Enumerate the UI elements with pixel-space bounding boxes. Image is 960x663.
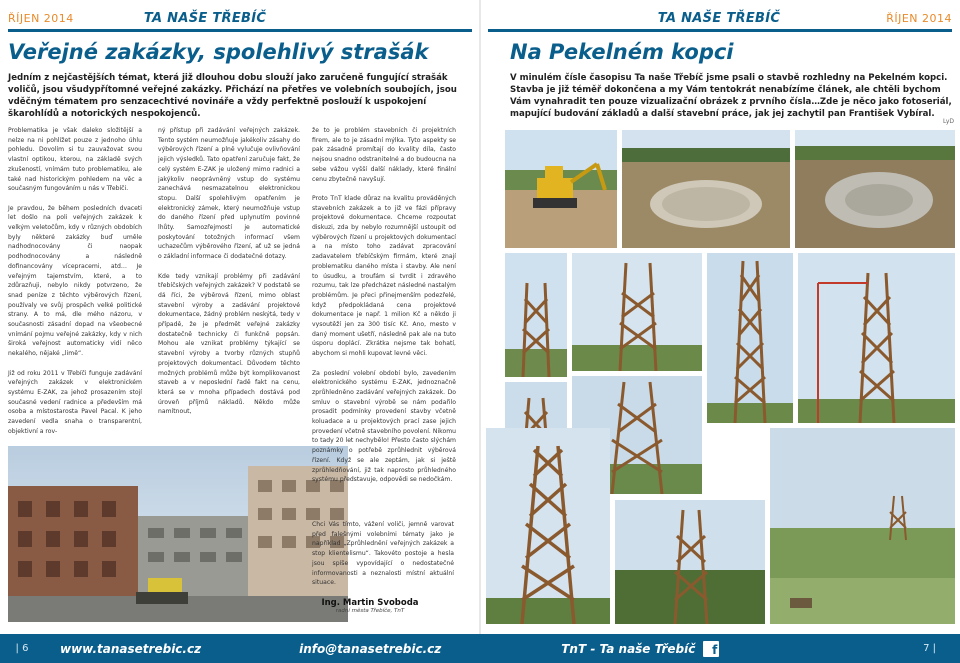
author-initials: LyD: [943, 118, 954, 125]
facebook-icon[interactable]: f: [703, 641, 719, 657]
excavator-photo-image: [505, 130, 617, 248]
paragraph: Za poslední volební období bylo, zavedením elektronického systému E-ZAK, jednoznačně zprůhledněno zadávání veřejných zakázek. Do smluv o stavební výrobě se nám podařilo prosadit podmínky provedení stavby včetně koluadace a u projektových prací zase jejich provedení včetně stavebního povolení. Nikomu to tady 20 let nechybělo! Přesto často slýchám poznámky o potřebě zprůhlednit výběrová řízení. Když se ale zeptám, jak si ještě zprůhledňování, již tak naprosto průhledného systému představuje, odpovědi se nedočkám.: [312, 369, 456, 484]
paragraph: že to je problém stavebních či projektních firem, ale to je zásadní mýlka. Tyto aspekty se pak zásadně promítají do kvality díla, často nejsou snadno odstranitelné a do budoucna na sebe vážou vyšší další náklady, které finální cenu zbytečně navyšují.: [312, 127, 456, 183]
landscape-tower-photo-image: [770, 428, 955, 624]
website-link[interactable]: www.tanasetrebic.cz: [60, 641, 202, 656]
article-lead: Jedním z nejčastějších témat, která již dlouhou dobu slouží jako zaručeně fungující strašák voličů, jsou všudypřítomné veřejné zakázky. Přichází na přetřes ve volebních soubojích, jsou vděčným tématem pro senzacechtivé novináře a vždy perfektně poslouží k uspokojení škarohlídů a notorických nespokojenců.: [8, 73, 457, 119]
landscape-tower-photo: [770, 428, 955, 624]
paragraph: ný přístup při zadávání veřejných zakázek. Tento systém neumožňuje jakékoliv zásahy do výběrových řízení a plně vylučuje ovlivňování jejich výsledků. Tato opatření zaručuje fakt, že celý systém E-ZAK je uložený mimo radnici a jakýkoliv neoprávněný vstup do systému zanechává nesmazatelnou elektronickou stopu. Další spolehlivým opatřením je elektronický zámek, který neumožňuje vstup do daného řízení před uplynutím povinné lhůty. Samozřejmostí je automatické poskytování totožných informací všem uchazečům výběrového řízení, ať už se jedná o základní informace či dodatečné dotazy.: [158, 127, 300, 261]
footer-magazine-name: TnT - Ta naše Třebíč: [561, 641, 696, 656]
issue-date: ŘÍJEN 2014: [886, 12, 952, 25]
tower-tall-photo-image: [707, 253, 793, 423]
excavator-photo: [505, 130, 617, 248]
foundation-aerial-photo: [622, 130, 790, 248]
building-photo: [8, 446, 348, 622]
page-number-right: 7 |: [923, 643, 936, 654]
tower-frame-photo-image: [572, 253, 702, 371]
tower-frame-photo: [572, 253, 702, 371]
right-header: [488, 6, 952, 32]
author-signature: Ing. Martin Svoboda: [321, 598, 419, 608]
article-title: Veřejné zakázky, spolehlivý strašák: [8, 40, 429, 64]
paragraph: Chci Vás tímto, vážení voliči, jemně varovat před falešnými volebními tématy jako je například „Zprůhlednění veřejných zakázek a stop klientelismu“. Takovéto postoje a hesla jsou spíše vypovídající o nedostatečné informovanosti a neznalosti místní aktuální situace.: [312, 521, 454, 587]
article-column-1: [8, 126, 142, 446]
tower-tall-photo: [707, 253, 793, 423]
article-title: Na Pekelném kopci: [510, 40, 734, 64]
tower-forest-photo: [615, 500, 765, 624]
article-column-3: [312, 126, 456, 495]
foundation-slab-photo-image: [795, 130, 955, 248]
tower-full-photo: [486, 428, 610, 624]
tower-forest-photo-image: [615, 500, 765, 624]
left-header: [8, 6, 472, 32]
paragraph: Již od roku 2011 v Třebíči funguje zadávání veřejných zakázek v elektronickém systému E-ZAK, za jehož prosazením stojí současné vedení radnice a především má osoba a místostarosta Pavel Pacal. K jeho zavedení vedla snaha o transparentní, objektivní a rov-: [8, 369, 142, 435]
building-photo-image: [8, 446, 348, 622]
tower-crane-photo: [798, 253, 955, 423]
page-footer: [0, 634, 960, 663]
magazine-name: TA NAŠE TŘEBÍČ: [657, 11, 781, 26]
issue-date: ŘÍJEN 2014: [8, 12, 74, 25]
email-link[interactable]: info@tanasetrebic.cz: [299, 641, 442, 656]
article-column-2: [158, 126, 300, 427]
paragraph: Je pravdou, že během posledních dvaceti let došlo na poli veřejných zakázek k velkým veletočům, kdy v různých obdobích byly některé zakázky buď uměle nadhodnocovány či naopak podhodnocovány a následně dofinancovány vícepracemi, atd… Je veřejným tajemstvím, které, a to zdůrazňuji, nebylo nikdy potvrzeno, že snad peníze z těchto výběrových řízení, používaly ve svůj prospěch velké politické strany. A to má, dle mého názoru, v současnosti zásadní dopad na všeobecné vnímání pojmu veřejné zakázky, kdy v nich široká veřejnost automaticky vidí něco nekalého, nějaké „limě“.: [8, 204, 142, 358]
paragraph: Proto TnT klade důraz na kvalitu prováděných stavebních zakázek a to již ve fázi přípravy projektové dokumentace. Chceme rozpoutat diskuzi, zda by nebylo rozumnější ustoupit od výběrových řízení u projektových dokumentací a na místo toho zadávat zpracování zadavatelem třebíčským firmám, které znají problematiku daného místa i stavby. Ale není to úsudku, a troufám si tvrdit i zdravého rozumu, tak lze předcházet následné nastalým problémům. Je přeci přinejmenším podezřelé, když předpokládaná cena projektové dokumentace je např. 1 milion Kč a někdo ji vysoutěží jen za 300 tisíc Kč. Ano, mesto v daný moment ušetří, následně pak ale na tuto úsporu doplácí. Zkrátka nejsme tak bohatí, abychom si mohli kupovat levné věci.: [312, 194, 456, 358]
paragraph: Kde tedy vznikají problémy při zadávání třebíčských veřejných zakázek? V podstatě se dá říci, že výběrová řízení, mimo oblast stavební výroby a zadávání projektové dokumentace, žádný problém neskýtá, tedy v případě, že je předmět veřejné zakázky dostatečně technicky či funkčně popsán. Mohou ale vznikat problémy týkající se stavební výroby a tvorby různých stupňů projektových dokumentací. Důvodem těchto možných problémů může být komplikovanost staveb a v neposlední řadě fakt na cenu, která se v mnoha případech dostává pod úroveň příjmů nákladů. Někdo může namítnout,: [158, 272, 300, 416]
closing-paragraph: [312, 520, 454, 598]
foundation-slab-photo: [795, 130, 955, 248]
tower-lower-photo-image: [505, 253, 567, 377]
article-lead: V minulém čísle časopisu Ta naše Třebíč jsme psali o stavbě rozhledny na Pekelném kopci. Stavba je již téměř dokončena a my Vám tentokrát nenabízíme článek, ale chtěli bychom Vám vynahradit ten pouze vizualizační obrázek z prvního čísla…Zde je něco jako fotoseriál, mapující budování základů a další stavební práce, jak jej zachytil pan František Vybíral.: [510, 73, 952, 119]
foundation-aerial-photo-image: [622, 130, 790, 248]
tower-full-photo-image: [486, 428, 610, 624]
tower-crane-photo-image: [798, 253, 955, 423]
magazine-name: TA NAŠE TŘEBÍČ: [143, 11, 267, 26]
author-role: radní města Třebíče, TnT: [335, 608, 405, 614]
page-number-left: | 6: [15, 643, 29, 654]
tower-lower-photo: [505, 253, 567, 377]
paragraph: Problematika je však daleko složitější a nelze na ni pohlížet pouze z jednoho úhlu pohledu. Dovolím si tu zauvažovat svou vlastní optikou, kterou, na základě svých zkušeností, vnímám tuto problematiku, ale také nad historickým pohledem na věc a současným fungováním u nás v Třebíči.: [8, 127, 142, 193]
